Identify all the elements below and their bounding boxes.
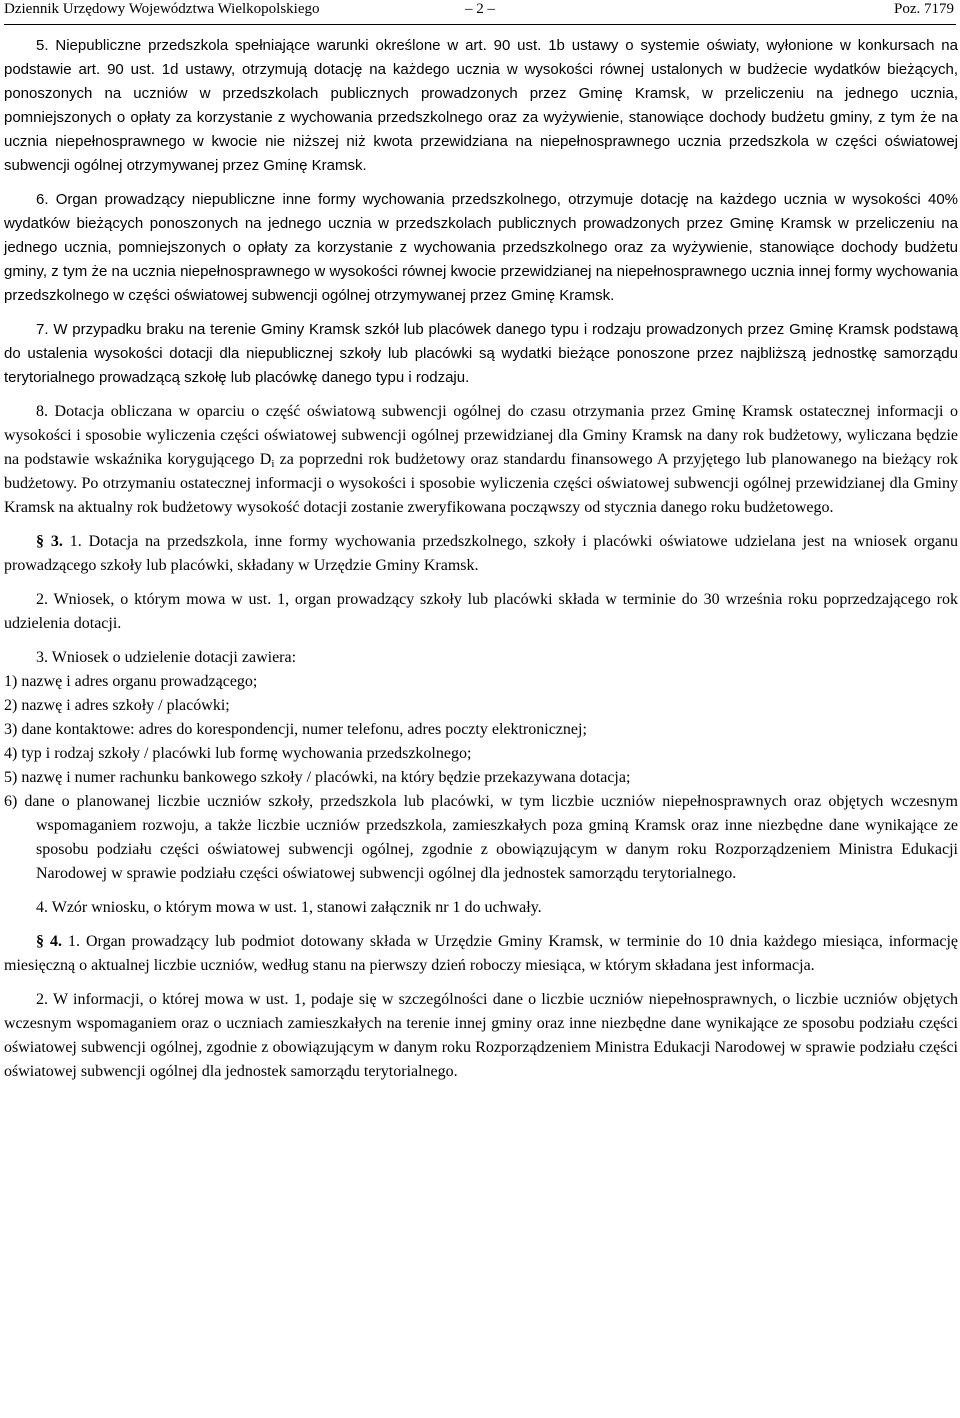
list-item-5: 5) nazwę i numer rachunku bankowego szkoły / placówki, na który będzie przekazywana dotacja; bbox=[4, 769, 631, 786]
section-3-paragraph-1-text: 1. Dotacja na przedszkola, inne formy wychowania przedszkolnego, szkoły i placówki oświatowe udzielana jest na wniosek organu prowadzącego szkoły lub placówki, składany w Urzędzie Gminy Kramsk. bbox=[4, 533, 958, 574]
section-3-paragraph-4: 4. Wzór wniosku, o którym mowa w ust. 1, stanowi załącznik nr 1 do uchwały. bbox=[36, 899, 542, 916]
section-4-paragraph-1 bbox=[4, 930, 958, 978]
journal-title: Dziennik Urzędowy Województwa Wielkopolskiego bbox=[4, 1, 320, 17]
section-3-paragraph-1 bbox=[4, 530, 958, 578]
section-3-label: § 3. bbox=[36, 533, 63, 550]
list-item-6: 6) dane o planowanej liczbie uczniów szkoły, przedszkola lub placówki, w tym liczbie uczniów niepełnosprawnych oraz objętych wczesnym wspomaganiem rozwoju, a także liczbie uczniów przedszkola, zamieszkałych poza gminą Kramsk oraz inne niezbędne dane wynikające ze sposobu podziału części oświatowej subwencji ogólnej, zgodnie z obowiązującym w danym roku Rozporządzeniem Ministra Edukacji Narodowej w sprawie podziału części oświatowej subwencji ogólnej dla jednostek samorządu terytorialnego. bbox=[4, 793, 958, 882]
paragraph-8-part-b: za poprzedni rok budżetowy oraz standardu finansowego A przyjętego lub planowanego na bieżący rok budżetowy. Po otrzymaniu ostatecznej informacji o wysokości i sposobie wyliczenia części oświatowej subwencji ogólnej przewidzianej dla Gminy Kramsk na aktualny rok budżetowy wysokość dotacji zostanie zweryfikowana począwszy od stycznia danego roku budżetowego. bbox=[4, 451, 959, 516]
paragraph-6: 6. Organ prowadzący niepubliczne inne formy wychowania przedszkolnego, otrzymuje dotację na każdego ucznia w wysokości 40% wydatków bieżących ponoszonych na jednego ucznia w przedszkolach publicznych prowadzonych przez Gminę Kramsk w przeliczeniu na jednego ucznia, pomniejszonych o opłaty za korzystanie z wychowania przedszkolnego oraz za wyżywienie, stanowiące dochody budżetu gminy, z tym że na ucznia niepełnosprawnego w wysokości równej kwocie przewidzianej na niepełnosprawnego ucznia innej formy wychowania przedszkolnego w części oświatowej subwencji ogólnej otrzymywanej przez Gminę Kramsk. bbox=[4, 191, 958, 304]
header-rule bbox=[4, 24, 956, 25]
list-item-2: 2) nazwę i adres szkoły / placówki; bbox=[4, 697, 230, 714]
section-4-label: § 4. bbox=[36, 933, 62, 950]
list-item-3: 3) dane kontaktowe: adres do korespondencji, numer telefonu, adres poczty elektronicznej; bbox=[4, 721, 587, 738]
section-3-paragraph-2: 2. Wniosek, o którym mowa w ust. 1, organ prowadzący szkoły lub placówki składa w terminie do 30 września roku poprzedzającego rok udzielenia dotacji. bbox=[4, 591, 958, 632]
document-body bbox=[4, 34, 958, 1084]
paragraph-8-part-a: 8. Dotacja obliczana w oparciu o część oświatową subwencji ogólnej do czasu otrzymania przez Gminę Kramsk ostatecznej informacji o wysokości i sposobie wyliczenia części oświatowej subwencji ogólnej przewidzianej dla Gminy Kramsk na dany rok budżetowy, wyliczana będzie na podstawie wskaźnika korygującego D bbox=[4, 403, 958, 468]
list-item-4: 4) typ i rodzaj szkoły / placówki lub formę wychowania przedszkolnego; bbox=[4, 745, 472, 762]
section-4-paragraph-1-text: 1. Organ prowadzący lub podmiot dotowany składa w Urzędzie Gminy Kramsk, w terminie do 10 dnia każdego miesiąca, informację miesięczną o aktualnej liczbie uczniów, według stanu na pierwszy dzień roboczy miesiąca, w którym składana jest informacja. bbox=[4, 933, 958, 974]
position-number: Poz. 7179 bbox=[894, 1, 954, 17]
paragraph-7: 7. W przypadku braku na terenie Gminy Kramsk szkół lub placówek danego typu i rodzaju prowadzonych przez Gminę Kramsk podstawą do ustalenia wysokości dotacji dla niepublicznej szkoły lub placówki są wydatki bieżące ponoszone przez najbliższą jednostkę samorządu terytorialnego prowadzącą szkołę lub placówkę danego typu i rodzaju. bbox=[4, 321, 958, 386]
section-4-paragraph-2: 2. W informacji, o której mowa w ust. 1, podaje się w szczególności dane o liczbie uczniów niepełnosprawnych, o liczbie uczniów objętych wczesnym wspomaganiem oraz o uczniach zamieszkałych na terenie innej gminy oraz inne niezbędne dane wynikające ze sposobu podziału części oświatowej subwencji ogólnej, zgodnie z obowiązującym w danym roku Rozporządzeniem Ministra Edukacji Narodowej w sprawie podziału części oświatowej subwencji ogólnej dla jednostek samorządu terytorialnego. bbox=[4, 991, 958, 1080]
page-header bbox=[0, 0, 960, 24]
paragraph-8 bbox=[4, 400, 958, 520]
subscript-i: i bbox=[271, 458, 275, 470]
list-item-1: 1) nazwę i adres organu prowadzącego; bbox=[4, 673, 258, 690]
page-number: – 2 – bbox=[465, 1, 495, 17]
paragraph-5: 5. Niepubliczne przedszkola spełniające warunki określone w art. 90 ust. 1b ustawy o systemie oświaty, wyłonione w konkursach na podstawie art. 90 ust. 1d ustawy, otrzymują dotację na każdego ucznia w wysokości równej ustalonych w budżecie wydatków bieżących, ponoszonych na uczniów w przedszkolach publicznych prowadzonych przez Gminę Kramsk, w przeliczeniu na jednego ucznia, pomniejszonych o opłaty za korzystanie z wychowania przedszkolnego oraz za wyżywienie, stanowiące dochody budżetu gminy, z tym że na ucznia niepełnosprawnego w kwocie nie niższej niż kwota przewidziana na niepełnosprawnego ucznia przedszkola w części oświatowej subwencji ogólnej otrzymywanej przez Gminę Kramsk. bbox=[4, 37, 958, 174]
section-3-paragraph-3: 3. Wniosek o udzielenie dotacji zawiera: bbox=[36, 649, 297, 666]
